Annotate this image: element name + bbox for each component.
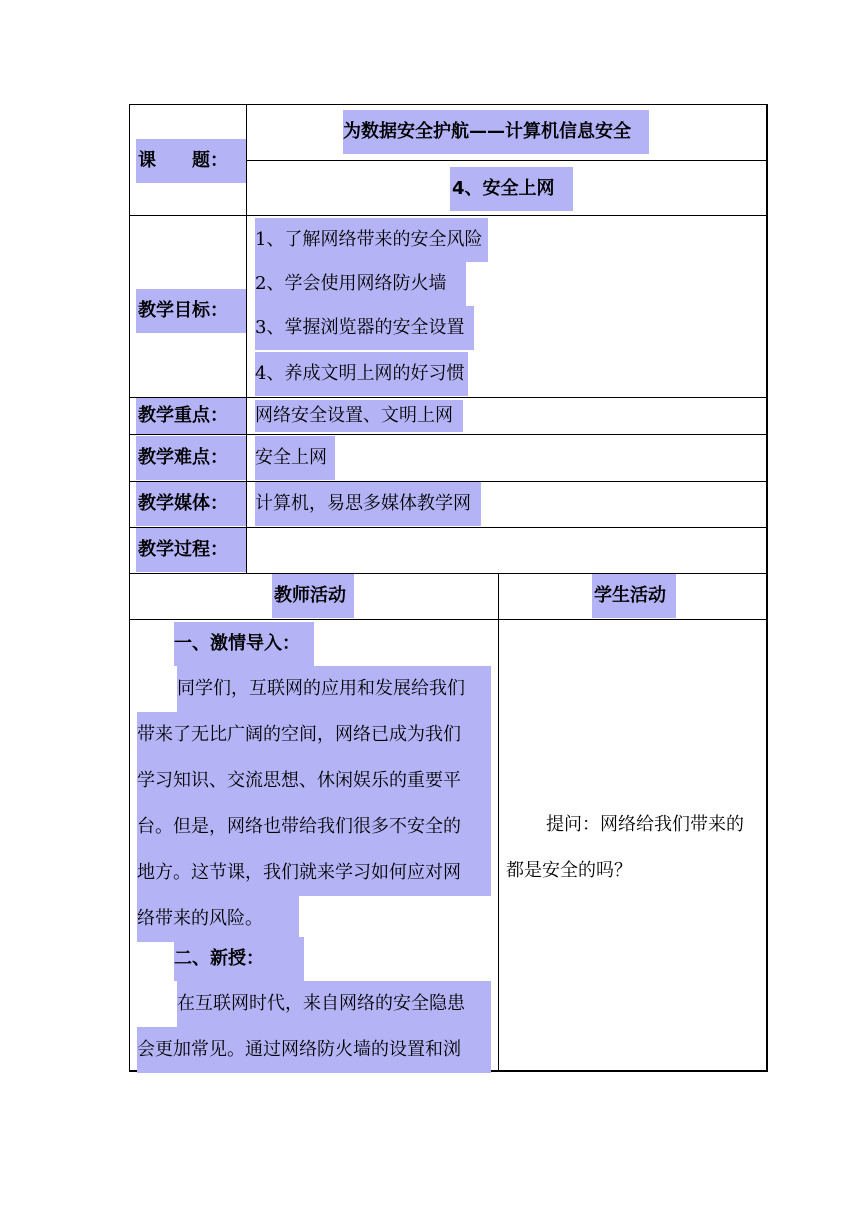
objective-item: 3、掌握浏览器的安全设置: [255, 306, 474, 350]
key-points-value: 网络安全设置、文明上网: [255, 400, 463, 432]
objective-item: 1、了解网络带来的安全风险: [255, 218, 488, 262]
key-points-label: 教学重点：: [136, 398, 246, 434]
process-label: 教学过程：: [136, 528, 246, 572]
text-line: 络带来的风险。: [137, 896, 299, 942]
section-heading: 一、激情导入：: [174, 622, 314, 666]
topic-subtitle: 4、安全上网: [450, 167, 573, 211]
objectives-label: 教学目标：: [136, 289, 246, 333]
text-line: 同学们，互联网的应用和发展给我们: [177, 666, 491, 712]
difficulties-label: 教学难点：: [136, 436, 246, 480]
new-lesson-paragraph: [137, 981, 491, 1073]
row-divider: [246, 160, 767, 161]
text-line: 在互联网时代，来自网络的安全隐患: [177, 981, 491, 1027]
row-divider: [129, 619, 767, 620]
student-column-header: 学生活动: [592, 574, 676, 618]
media-label: 教学媒体：: [136, 482, 246, 526]
section-heading: 二、新授：: [174, 937, 304, 981]
text-line: 会更加常见。通过网络防火墙的设置和浏: [137, 1027, 491, 1073]
text-line: 带来了无比广阔的空间，网络已成为我们: [137, 712, 491, 758]
difficulties-value: 安全上网: [255, 436, 335, 480]
student-question: [506, 802, 764, 894]
media-value: 计算机，易思多媒体教学网: [255, 482, 481, 526]
topic-label: 课 题：: [136, 139, 246, 183]
intro-paragraph: [137, 666, 491, 942]
objective-item: 4、养成文明上网的好习惯: [255, 352, 468, 396]
text-line: 学习知识、交流思想、休闲娱乐的重要平: [137, 758, 491, 804]
text-line: 提问：网络给我们带来的: [546, 814, 744, 835]
teacher-column-header: 教师活动: [272, 574, 354, 618]
column-divider: [246, 104, 247, 573]
text-line: 地方。这节课，我们就来学习如何应对网: [137, 850, 491, 896]
row-divider: [129, 434, 767, 435]
text-line: 都是安全的吗？: [506, 860, 632, 881]
objective-item: 2、学会使用网络防火墙: [255, 262, 466, 306]
column-divider: [498, 573, 499, 1071]
text-line: 台。但是，网络也带给我们很多不安全的: [137, 804, 491, 850]
topic-title: 为数据安全护航——计算机信息安全: [343, 110, 649, 154]
row-divider: [129, 215, 767, 216]
